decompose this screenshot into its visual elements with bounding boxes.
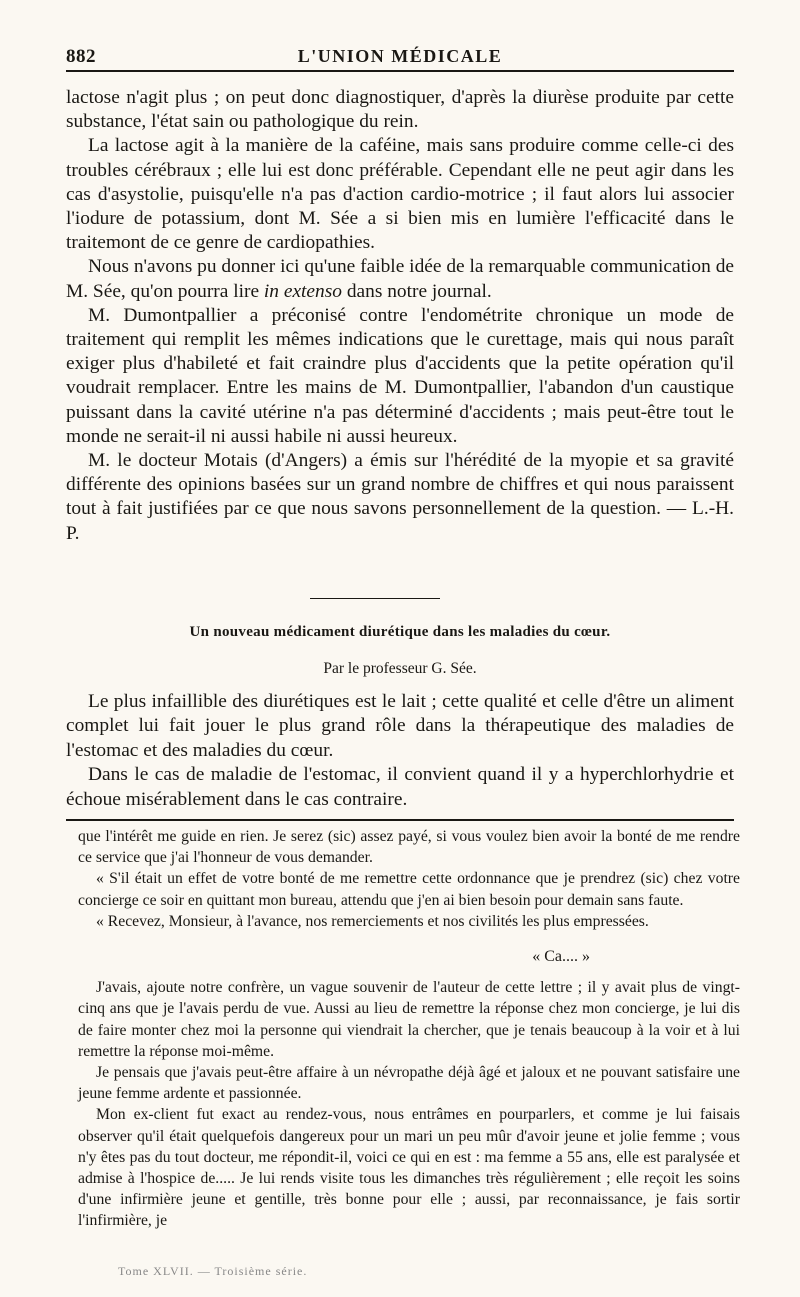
article-body xyxy=(66,690,734,812)
header-rule xyxy=(66,70,734,72)
paragraph: que l'intérêt me guide en rien. Je serez (sic) assez payé, si vous voulez bien avoir la bonté de me rendre ce service que j'ai l'honneur de vous demander. xyxy=(78,828,740,867)
feuilleton-divider xyxy=(66,819,734,821)
paragraph xyxy=(66,255,734,303)
paragraph: Dans le cas de maladie de l'estomac, il convient quand il y a hyperchlorhydrie et échoue misérablement dans le cas contraire. xyxy=(66,764,734,810)
italic-phrase: in extenso xyxy=(263,280,342,302)
paragraph: M. le docteur Motais (d'Angers) a émis sur l'hérédité de la myopie et sa gravité différente des opinions basées sur un grand nombre de chiffres et qui nous paraissent tout à fait justifiées par ce que nous savons personnellement de la question. — L.-H. P. xyxy=(66,450,734,544)
paragraph: La lactose agit à la manière de la caféine, mais sans produire comme celle-ci des troubles cérébraux ; elle lui est donc préférable. Cependant elle ne peut agir dans les cas d'asystolie, puisqu'elle n'a pas d'action cardio-motrice ; il faut alors lui associer l'iodure de potassium, dont M. Sée a si bien mis en lumière l'efficacité dans le traitemont de ce genre de cardiopathies. xyxy=(66,135,734,254)
paragraph-text: dans notre journal. xyxy=(346,280,492,302)
page-footer: Tome XLVII. — Troisième série. xyxy=(118,1264,308,1278)
paragraph: lactose n'agit plus ; on peut donc diagnostiquer, d'après la diurèse produite par cette substance, l'état sain ou pathologique du rein. xyxy=(66,87,734,133)
paragraph: Mon ex-client fut exact au rendez-vous, nous entrâmes en pourparlers, et comme je lui faisais observer qu'il était quelquefois dangereux pour un mari un peu mûr d'avoir jeune et jolie femme ; vous n'y êtes pas du tout docteur, me répondit-il, voici ce qui en est : ma femme a 55 ans, elle est paralysée et admise à l'hospice de..... Je lui rends visite tous les dimanches très régulièrement ; elle reçoit les soins d'une infirmière jeune et gentille, très bonne pour elle ; aussi, par reconnaissance, je fais sortir l'infirmière, je xyxy=(78,1106,740,1230)
paragraph: Le plus infaillible des diurétiques est le lait ; cette qualité et celle d'être un aliment complet lui fait jouer le plus grand rôle dans la thérapeutique des maladies de l'estomac et des maladies du cœur. xyxy=(66,691,734,761)
page-number: 882 xyxy=(66,46,96,67)
main-text xyxy=(66,86,734,546)
paragraph: « S'il était un effet de votre bonté de me remettre cette ordonnance que je prendrez (sic) chez votre concierge ce soir en quittant mon bureau, attendu que j'en ai bien besoin pour demain sans faute. xyxy=(78,870,740,909)
article-title: Un nouveau médicament diurétique dans les maladies du cœur. xyxy=(189,624,611,640)
feuilleton xyxy=(78,826,740,1232)
section-separator xyxy=(310,598,440,599)
paragraph: « Recevez, Monsieur, à l'avance, nos remerciements et nos civilités les plus empressées. xyxy=(96,912,649,930)
letter-signature: « Ca.... » xyxy=(532,948,590,966)
paragraph: J'avais, ajoute notre confrère, un vague souvenir de l'auteur de cette lettre ; il y avait plus de vingt-cinq ans que je l'avais perdu de vue. Aussi au lieu de remettre la réponse chez mon concierge, je lui dis de faire monter chez moi la personne qui viendrait la chercher, que je tenais beaucoup à la voir et à lui remettre la réponse moi-même. xyxy=(78,979,740,1060)
journal-title: L'UNION MÉDICALE xyxy=(297,46,503,66)
page-header xyxy=(66,40,734,76)
article-byline: Par le professeur G. Sée. xyxy=(323,660,477,677)
paragraph: M. Dumontpallier a préconisé contre l'endométrite chronique un mode de traitement qui remplit les mêmes indications que le curettage, mais qui nous paraît exiger plus d'habileté et fait craindre plus d'accidents que la petite opération qu'il voudrait remplacer. Entre les mains de M. Dumontpallier, l'abandon d'un caustique puissant dans la cavité utérine n'a pas déterminé d'accidents ; mais peut-être tout le monde ne serait-il ni aussi habile ni aussi heureux. xyxy=(66,304,734,447)
paragraph-text: Nous n'avons pu donner ici qu'une faible idée de la remarquable communication de M. Sée, qu'on pourra lire xyxy=(66,256,734,302)
paragraph: Je pensais que j'avais peut-être affaire à un névropathe déjà âgé et jaloux et ne pouvant satisfaire une jeune femme ardente et passionnée. xyxy=(78,1064,740,1103)
